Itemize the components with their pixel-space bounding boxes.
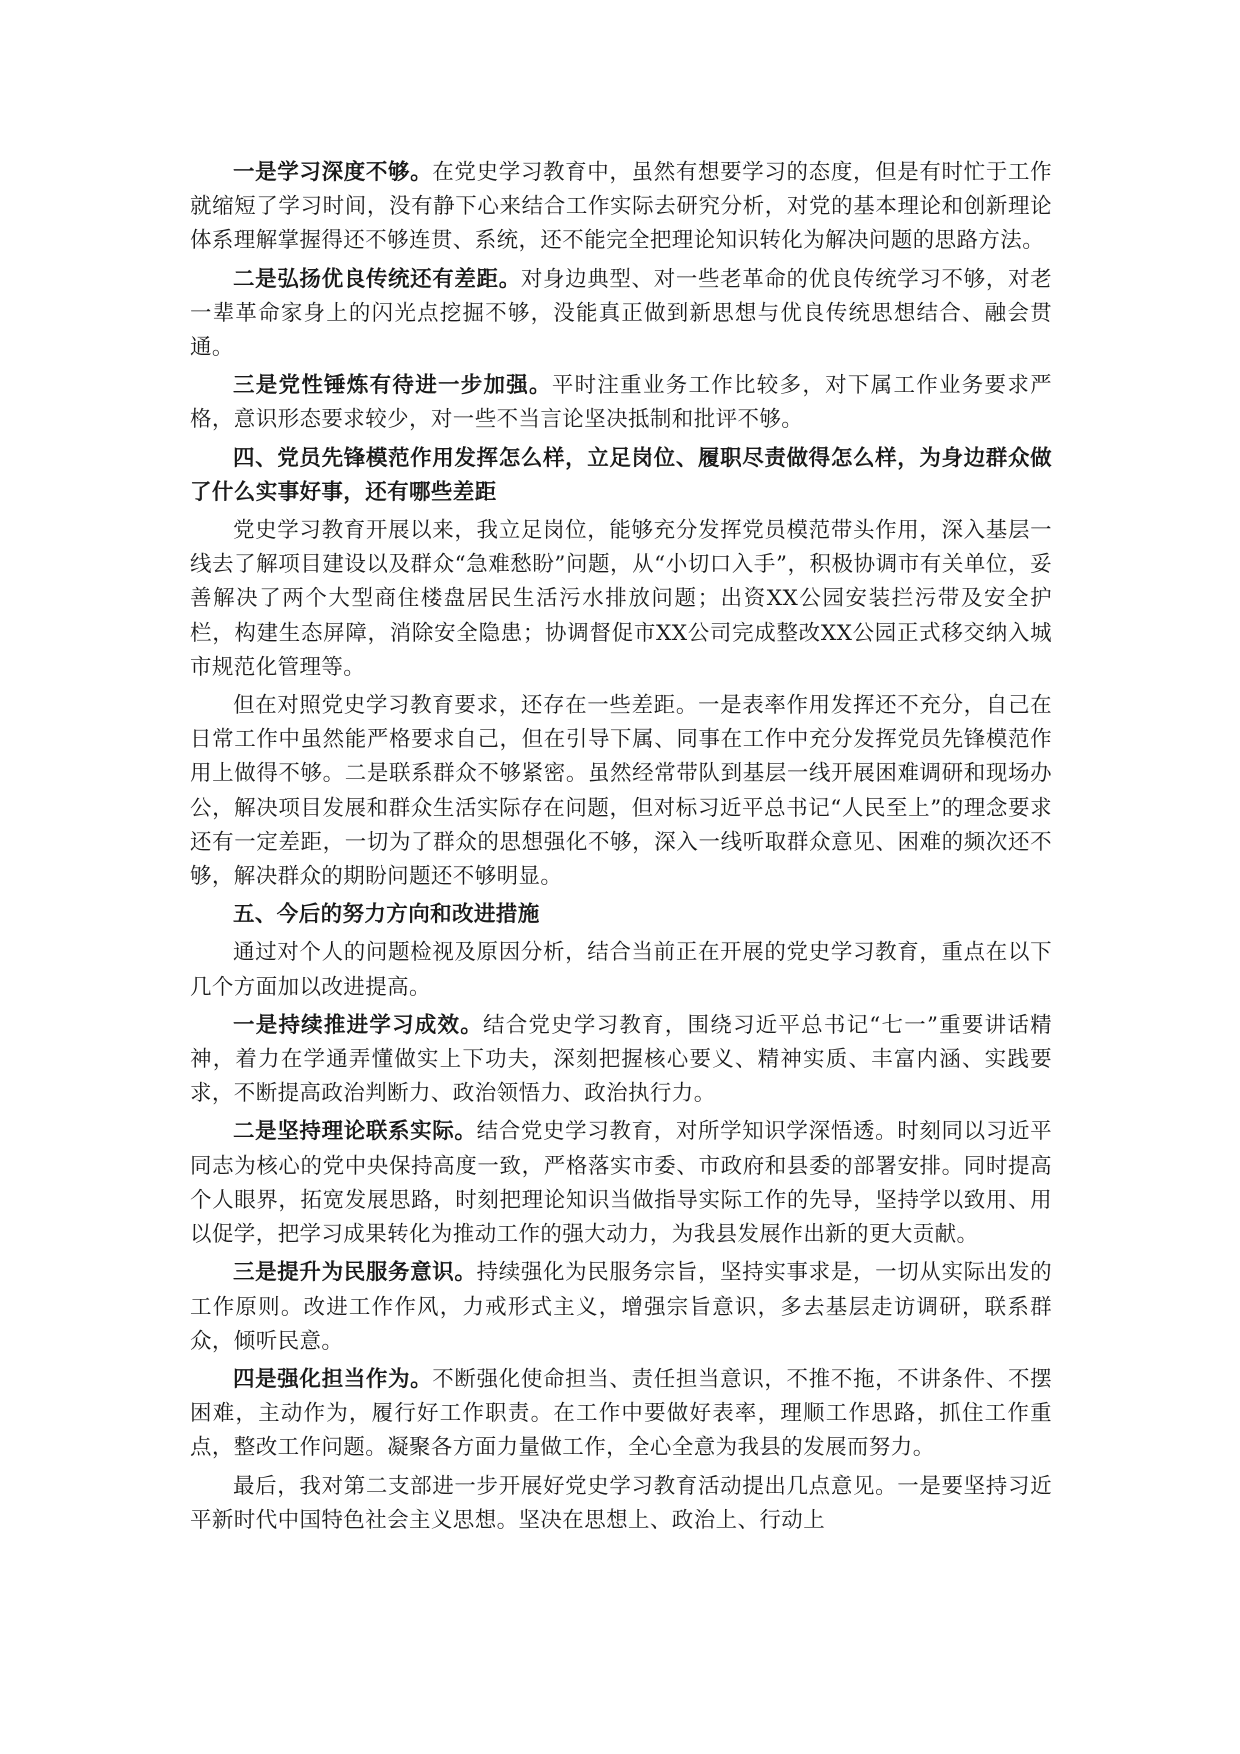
paragraph-text: 最后，我对第二支部进一步开展好党史学习教育活动提出几点意见。一是要坚持习近平新时代中国特色社会主义思想。坚决在思想上、政治上、行动上	[190, 1473, 1052, 1533]
section-heading-4: 四、党员先锋模范作用发挥怎么样，立足岗位、履职尽责做得怎么样，为身边群众做了什么实事好事，还有哪些差距	[190, 445, 1052, 505]
paragraph-measure-2	[190, 1115, 1052, 1252]
paragraph-lead: 二是坚持理论联系实际。	[233, 1119, 477, 1145]
document-page	[190, 156, 1052, 1542]
paragraph-measure-4	[190, 1363, 1052, 1466]
paragraph-lead: 三是提升为民服务意识。	[233, 1260, 477, 1286]
section-heading-5: 五、今后的努力方向和改进措施	[233, 902, 540, 928]
paragraph-lead: 一是持续推进学习成效。	[233, 1012, 483, 1038]
paragraph-text: 不断强化使命担当、责任担当意识，不推不拖，不讲条件、不摆困难，主动作为，履行好工作职责。在工作中要做好表率，理顺工作思路，抓住工作重点，整改工作问题。凝聚各方面力量做工作，全心全意为我县的发展而努力。	[190, 1366, 1052, 1461]
paragraph-lead: 一是学习深度不够。	[233, 160, 433, 185]
paragraph-text: 党史学习教育开展以来，我立足岗位，能够充分发挥党员模范带头作用，深入基层一线去了解项目建设以及群众“急难愁盼”问题，从“小切口入手”，积极协调市有关单位，妥善解决了两个大型商住楼盘居民生活污水排放问题；出资XX公园安装拦污带及安全护栏，构建生态屏障，消除安全隐患；协调督促市XX公司完成整改XX公园正式移交纳入城市规范化管理等。	[190, 518, 1052, 680]
paragraph-closing	[190, 1470, 1052, 1538]
paragraph-text: 平时注重业务工作比较多，对下属工作业务要求严格，意识形态要求较少，对一些不当言论坚决抵制和批评不够。	[190, 373, 1052, 433]
paragraph-achievements	[190, 514, 1052, 685]
paragraph-intro-measures	[190, 936, 1052, 1004]
paragraph-measure-1	[190, 1009, 1052, 1112]
paragraph-lead: 三是党性锤炼有待进一步加强。	[233, 373, 552, 399]
paragraph-text: 通过对个人的问题检视及原因分析，结合当前正在开展的党史学习教育，重点在以下几个方面加以改进提高。	[190, 940, 1052, 1000]
paragraph-party-spirit	[190, 369, 1052, 437]
paragraph-text: 结合党史学习教育，对所学知识学深悟透。时刻同以习近平同志为核心的党中央保持高度一致，严格落实市委、市政府和县委的部署安排。同时提高个人眼界，拓宽发展思路，时刻把理论知识当做指导实际工作的先导，坚持学以致用、用以促学，把学习成果转化为推动工作的强大动力，为我县发展作出新的更大贡献。	[190, 1119, 1052, 1248]
paragraph-text: 对身边典型、对一些老革命的优良传统学习不够，对老一辈革命家身上的闪光点挖掘不够，没能真正做到新思想与优良传统思想结合、融会贯通。	[190, 266, 1052, 361]
paragraph-text: 在党史学习教育中，虽然有想要学习的态度，但是有时忙于工作就缩短了学习时间，没有静下心来结合工作实际去研究分析，对党的基本理论和创新理论体系理解掌握得还不够连贯、系统，还不能完全把理论知识转化为解决问题的思路方法。	[190, 160, 1052, 254]
paragraph-depth	[190, 156, 1052, 259]
paragraph-text: 但在对照党史学习教育要求，还存在一些差距。一是表率作用发挥还不充分，自己在日常工作中虽然能严格要求自己，但在引导下属、同事在工作中充分发挥党员先锋模范作用上做得不够。二是联系群众不够紧密。虽然经常带队到基层一线开展困难调研和现场办公，解决项目发展和群众生活实际存在问题，但对标习近平总书记“人民至上”的理念要求还有一定差距，一切为了群众的思想强化不够，深入一线听取群众意见、困难的频次还不够，解决群众的期盼问题还不够明显。	[190, 693, 1052, 890]
paragraph-lead: 二是弘扬优良传统还有差距。	[233, 266, 521, 292]
paragraph-text: 持续强化为民服务宗旨，坚持实事求是，一切从实际出发的工作原则。改进工作作风，力戒形式主义，增强宗旨意识，多去基层走访调研，联系群众，倾听民意。	[190, 1260, 1052, 1354]
paragraph-lead: 四是强化担当作为。	[233, 1366, 433, 1392]
paragraph-text: 结合党史学习教育，围绕习近平总书记“七一”重要讲话精神，着力在学通弄懂做实上下功夫，深刻把握核心要义、精神实质、丰富内涵、实践要求，不断提高政治判断力、政治领悟力、政治执行力。	[190, 1012, 1052, 1107]
paragraph-tradition	[190, 263, 1052, 366]
paragraph-gaps	[190, 689, 1052, 894]
paragraph-measure-3	[190, 1256, 1052, 1359]
